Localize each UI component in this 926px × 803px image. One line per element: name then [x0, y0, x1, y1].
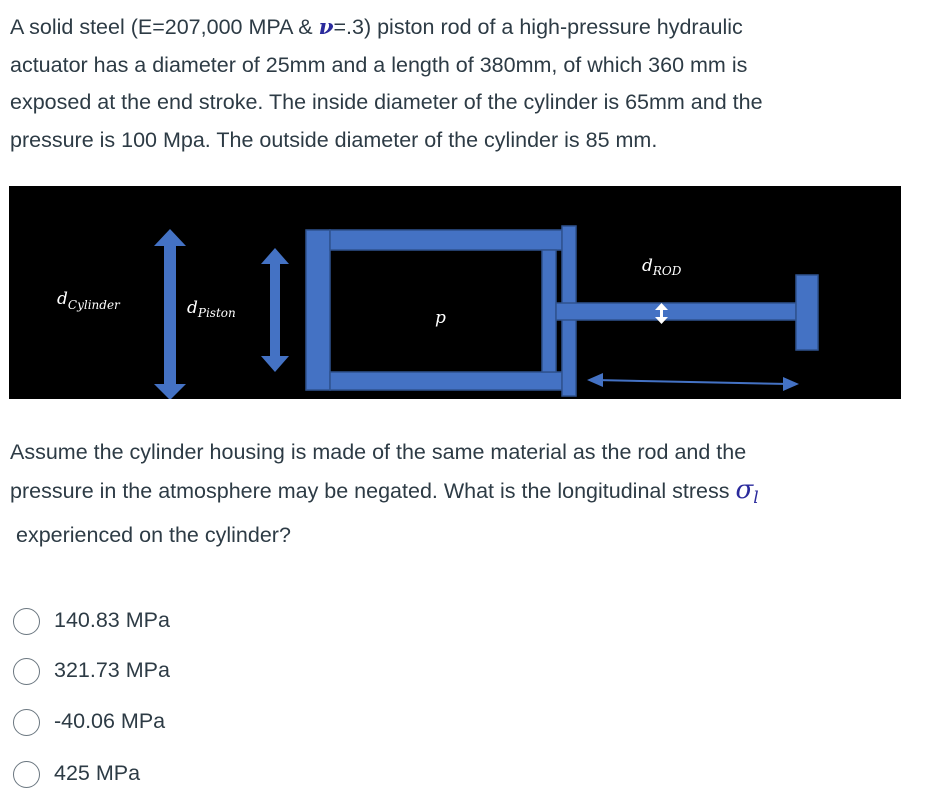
d-rod-label: $d_{ROD}$ [642, 256, 682, 278]
radio-button[interactable] [13, 709, 40, 736]
question-line: pressure is 100 Mpa. The outside diameter of the cylinder is 85 mm. [10, 127, 658, 152]
answer-label[interactable]: 140.83 MPa [54, 608, 170, 632]
sigma-l-symbol: $\sigma_l$ [735, 474, 759, 508]
answer-label[interactable]: 321.73 MPa [54, 658, 170, 682]
poisson-ratio-symbol: ν [318, 15, 334, 40]
answer-option-2[interactable] [13, 650, 313, 690]
pressure-label: p [435, 308, 446, 328]
answer-label[interactable]: 425 MPa [54, 761, 141, 785]
diagram-background [9, 186, 901, 399]
answer-label[interactable]: -40.06 MPa [54, 709, 166, 733]
radio-button[interactable] [13, 761, 40, 788]
answer-option-4[interactable] [13, 753, 313, 793]
question-line: exposed at the end stroke. The inside diameter of the cylinder is 65mm and the [10, 90, 763, 114]
radio-button[interactable] [13, 658, 40, 685]
hydraulic-actuator-diagram [9, 186, 901, 399]
question-line: A solid steel (E=207,000 MPA & ν=.3) piston rod of a high-pressure hydraulic [10, 15, 743, 40]
question-line: pressure in the atmosphere may be negated. What is the longitudinal stress $\sigma_l$ [10, 474, 759, 508]
answer-option-1[interactable] [13, 600, 313, 640]
question-line: Assume the cylinder housing is made of the same material as the rod and the [10, 440, 747, 464]
question-intro [10, 9, 915, 159]
question-line: experienced on the cylinder? [16, 523, 291, 547]
answer-option-3[interactable] [13, 701, 313, 741]
radio-button[interactable] [13, 608, 40, 635]
d-cylinder-label: $d_{Cylinder}$ [57, 289, 120, 312]
question-prompt [10, 434, 915, 555]
d-piston-label: $d_{Piston}$ [187, 298, 236, 320]
question-line: actuator has a diameter of 25mm and a length of 380mm, of which 360 mm is [10, 52, 748, 77]
